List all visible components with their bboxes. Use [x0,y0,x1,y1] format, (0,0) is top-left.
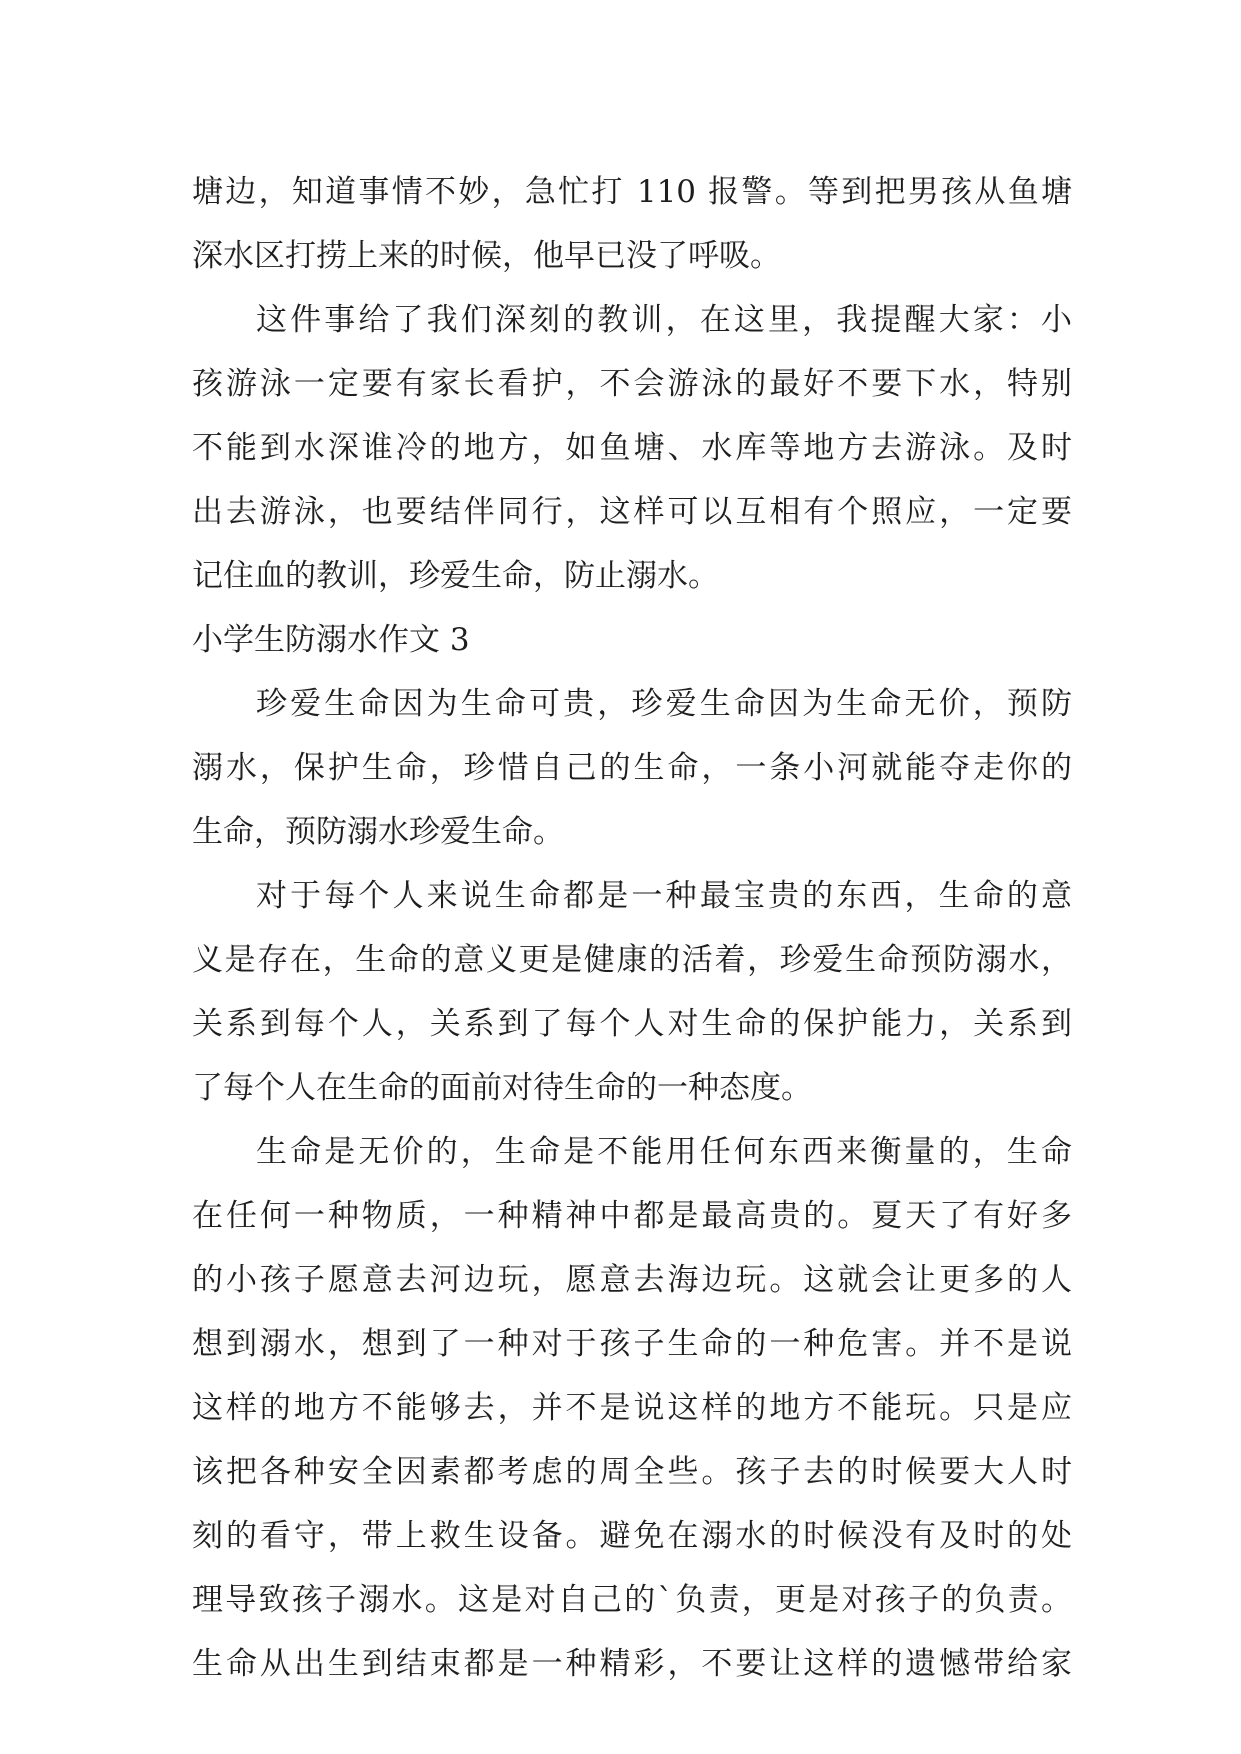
text-line: 关系到每个人，关系到了每个人对生命的保护能力，关系到 [192,1006,1072,1042]
text-line: 该把各种安全因素都考虑的周全些。孩子去的时候要大人时 [192,1454,1072,1490]
text-line: 深水区打捞上来的时候，他早已没了呼吸。 [192,238,781,274]
text-line: 溺水，保护生命，珍惜自己的生命，一条小河就能夺走你的 [192,750,1072,786]
text-line: 生命，预防溺水珍爱生命。 [192,814,564,850]
text-line: 刻的看守，带上救生设备。避免在溺水的时候没有及时的处 [192,1518,1072,1554]
text-line: 出去游泳，也要结伴同行，这样可以互相有个照应，一定要 [192,494,1072,530]
text-line: 的小孩子愿意去河边玩，愿意去海边玩。这就会让更多的人 [192,1262,1072,1298]
text-line: 不能到水深谁冷的地方，如鱼塘、水库等地方去游泳。及时 [192,430,1072,466]
text-line: 塘边，知道事情不妙，急忙打 110 报警。等到把男孩从鱼塘 [192,174,1072,210]
text-line: 对于每个人来说生命都是一种最宝贵的东西，生命的意 [256,878,1072,914]
text-line: 这件事给了我们深刻的教训，在这里，我提醒大家：小 [256,302,1072,338]
section-heading: 小学生防溺水作文 3 [192,622,470,658]
paragraph [192,672,1072,864]
paragraph [192,864,1072,1120]
text-line: 生命从出生到结束都是一种精彩，不要让这样的遗憾带给家 [192,1646,1072,1682]
document-body [192,160,1072,1696]
text-line: 生命是无价的，生命是不能用任何东西来衡量的，生命 [256,1134,1072,1170]
paragraph [192,1120,1072,1696]
paragraph [192,160,1072,288]
text-line: 这样的地方不能够去，并不是说这样的地方不能玩。只是应 [192,1390,1072,1426]
text-line: 义是存在，生命的意义更是健康的活着，珍爱生命预防溺水， [192,942,1072,978]
text-line: 孩游泳一定要有家长看护，不会游泳的最好不要下水，特别 [192,366,1072,402]
text-line: 珍爱生命因为生命可贵，珍爱生命因为生命无价，预防 [256,686,1072,722]
paragraph [192,288,1072,608]
text-line: 在任何一种物质，一种精神中都是最高贵的。夏天了有好多 [192,1198,1072,1234]
text-line: 记住血的教训，珍爱生命，防止溺水。 [192,558,719,594]
text-line: 想到溺水，想到了一种对于孩子生命的一种危害。并不是说 [192,1326,1072,1362]
text-line: 了每个人在生命的面前对待生命的一种态度。 [192,1070,812,1106]
text-line: 理导致孩子溺水。这是对自己的`负责，更是对孩子的负责。 [192,1582,1072,1618]
